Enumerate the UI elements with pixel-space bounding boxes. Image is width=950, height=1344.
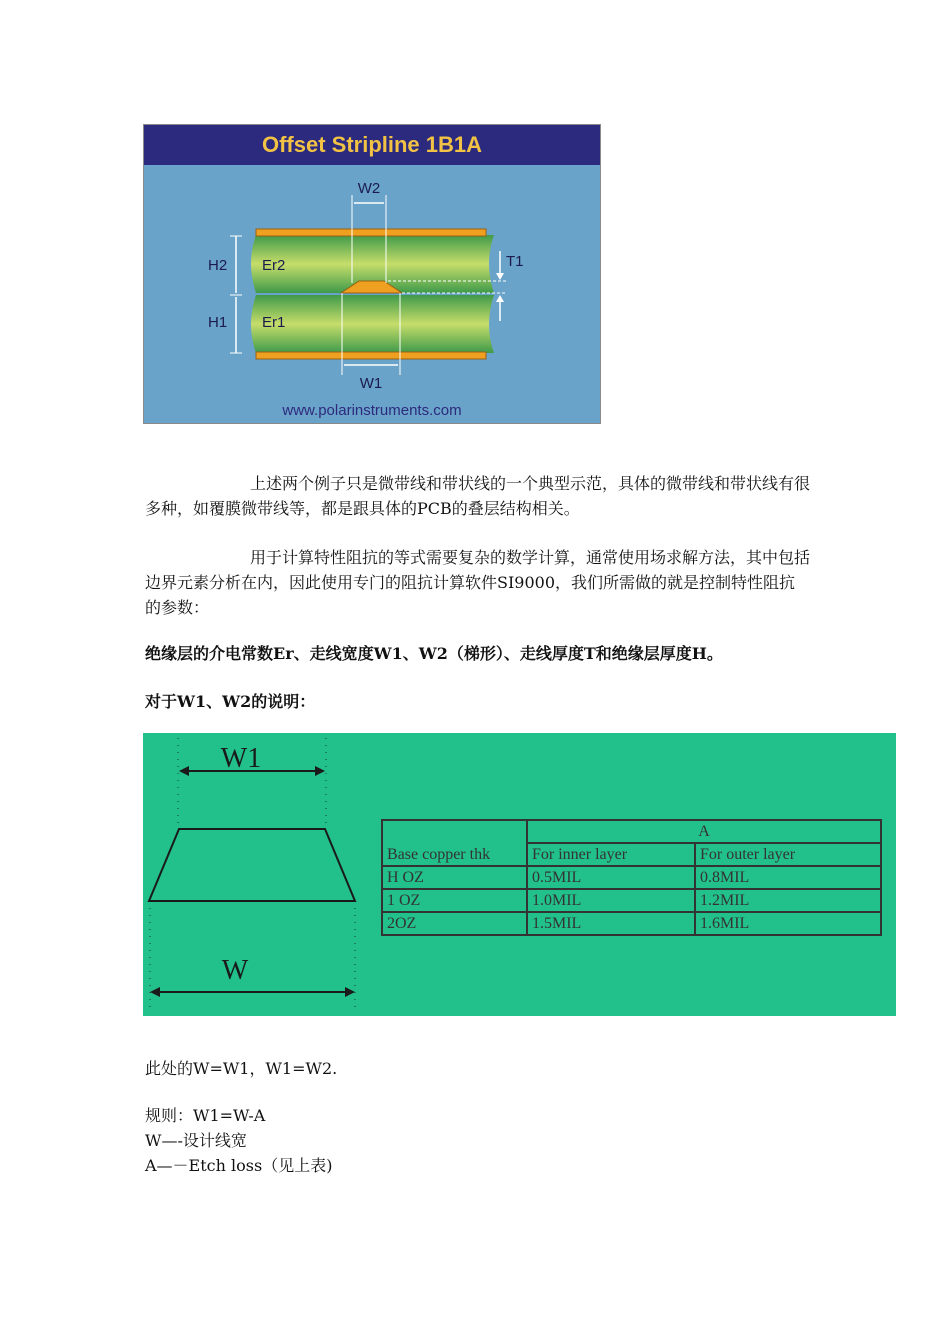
table-cell: 1.5MIL xyxy=(527,912,695,935)
note-w-definition: W—-设计线宽 xyxy=(145,1131,247,1150)
header-cell: For inner layer xyxy=(527,843,695,866)
key-parameters: 绝缘层的介电常数Er、走线宽度W1、W2（梯形）、走线厚度T和绝缘层厚度H。 xyxy=(145,644,723,663)
table-cell: 1.2MIL xyxy=(695,889,881,912)
h1-label: H1 xyxy=(208,314,228,331)
paragraph-2: 用于计算特性阻抗的等式需要复杂的数学计算，通常使用场求解方法，其中包括边界元素分析在内，因此使用专门的阻抗计算软件SI9000，我们所需做的就是控制特性阻抗的参数： xyxy=(145,548,811,617)
note-equality: 此处的W=W1，W1=W2. xyxy=(145,1059,338,1078)
dielectric-er1 xyxy=(251,295,494,353)
w1-label: W1 xyxy=(359,375,383,392)
table-cell: 2OZ xyxy=(382,912,527,935)
table-cell: 1.0MIL xyxy=(527,889,695,912)
table-row xyxy=(382,866,881,889)
table-cell: 0.5MIL xyxy=(527,866,695,889)
table-cell: 1 OZ xyxy=(382,889,527,912)
etch-loss-figure xyxy=(143,733,896,1016)
note-a-definition: A—－Etch loss（见上表) xyxy=(145,1156,333,1175)
h2-label: H2 xyxy=(208,257,228,274)
stripline-diagram xyxy=(144,125,601,424)
w1-w2-heading: 对于W1、W2的说明： xyxy=(145,692,316,711)
group-header-cell: A xyxy=(527,820,881,843)
table-cell: 1.6MIL xyxy=(695,912,881,935)
er2-label: Er2 xyxy=(262,257,286,274)
offset-stripline-figure xyxy=(143,124,601,424)
header-cell: For outer layer xyxy=(695,843,881,866)
table-row xyxy=(382,912,881,935)
w-dimension-label: W xyxy=(221,955,249,986)
paragraph-1: 上述两个例子只是微带线和带状线的一个典型示范，具体的微带线和带状线有很多种，如覆膜微带线等，都是跟具体的PCB的叠层结构相关。 xyxy=(145,474,811,518)
w2-label: W2 xyxy=(357,180,381,197)
er1-label: Er1 xyxy=(262,314,286,331)
top-plane xyxy=(256,229,486,236)
table-row xyxy=(382,820,881,843)
bottom-plane xyxy=(256,352,486,359)
w1-dimension-label: W1 xyxy=(220,743,262,774)
note-rule: 规则：W1=W-A xyxy=(145,1106,266,1125)
t1-label: T1 xyxy=(506,253,524,270)
figure-url: www.polarinstruments.com xyxy=(282,402,462,419)
header-cell: Base copper thk xyxy=(382,820,527,866)
figure-title: Offset Stripline 1B1A xyxy=(144,125,600,165)
table-cell: H OZ xyxy=(382,866,527,889)
table-cell: 0.8MIL xyxy=(695,866,881,889)
table-row xyxy=(382,889,881,912)
etch-loss-table xyxy=(381,819,882,936)
